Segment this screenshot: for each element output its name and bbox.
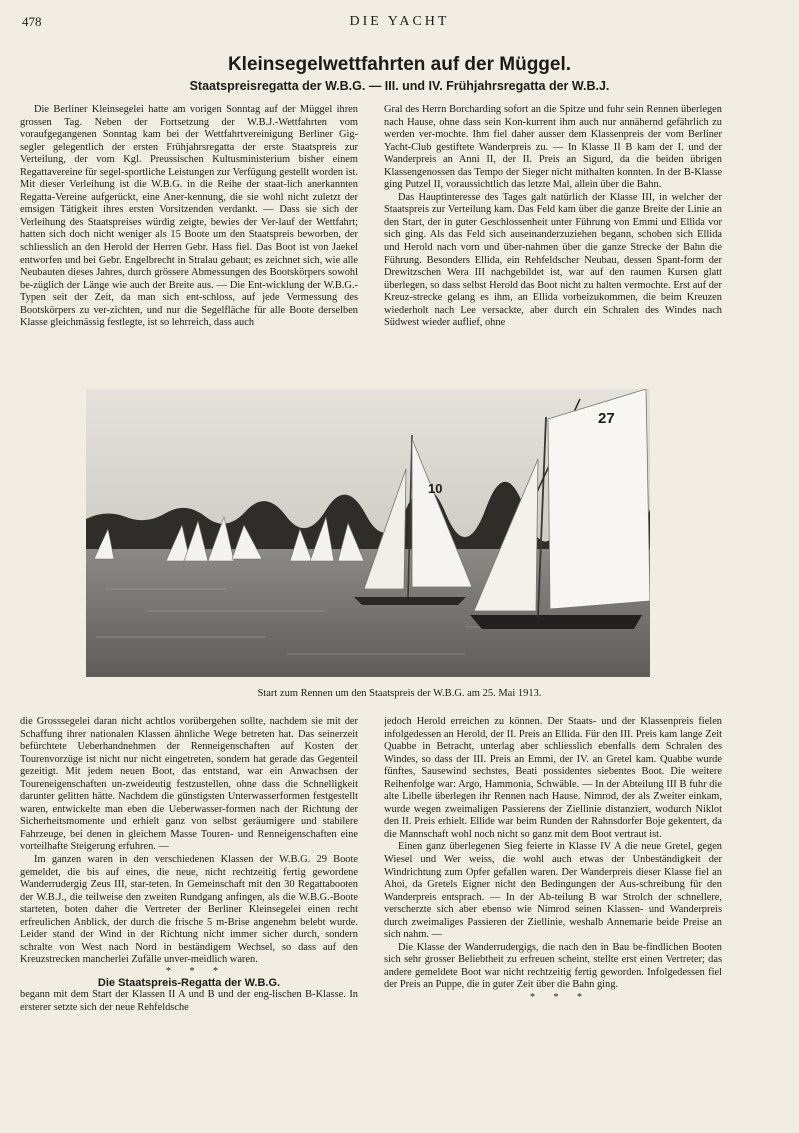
text-column-2 (384, 104, 722, 376)
section-divider-stars: * * * (166, 965, 226, 977)
paragraph: Einen ganz überlegenen Sieg feierte in Klasse IV A die neue Gretel, gegen Wiesel und Wer weiss, die wohl auch etwas der Unbeständigkeit der Windrichtung zum Opfer gefallen waren. Der Wanderpreis dieser Klasse fiel an Ahoi, da Gretels Eigner nicht den Bedingungen der Aus-schreibung für den Wanderpreis entsprach. — In der Ab-teilung B war Strolch der schnellere, verscherzte sich aber ebenso wie Nimrod seinen Klassen- und Wanderpreis durch zweimaliges Passieren der Ziellinie, weshalb Annemarie beide Preise an sich nahm. — (384, 841, 722, 941)
paragraph: Die Berliner Kleinsegelei hatte am vorigen Sonntag auf der Müggel ihren grossen Tag. Neben der Fortsetzung der W.B.J.-Wettfahrten vom voraufgegangenen Sonntag kam bei der Wettfahrtvereinigung Berliner Gig-segler gelegentlich der ersten Frühjahrsregatta der erste Staatspreis zur Verteilung, der vom Kgl. Preussischen Kultusministerium bisher einem Regattavereine für segel-sportliche Leistungen zur Verfügung gestellt worden ist. Mit dieser Verleihung ist die W.B.G. in die Reihe der staat-lich anerkannten Regatta-Vereine aufgerückt, eine Aner-kennung, die sie wohl nicht zuletzt der emsigen Tätigkeit ihres ersten Vorsitzenden verdankt. — Dass sie sich der Verleihung des Staatspreises würdig zeigte, bewies der Ver-lauf der Wettfahrt; hatten sich doch nicht weniger als 15 Boote um den Staatspreis beworben, der schliesslich an den Herold der Herren Gebr. Hass fiel. Das Boot ist von Jaekel entworfen und bei Gebr. Engelbrecht in Stralau gebaut; es zeichnet sich, wie alle Neubauten dieses Jahres, durch grössere Abmessungen des Bootskörpers sowohl be-züglich der Länge wie auch der Breite aus. — Die Ent-wicklung der W.B.G.-Typen seit der Zeit, da man sich ent-schloss, auf jede Vermessung des Bootskörpers zu ver-zichten, und nur die Segelfläche für alle Boote derselben Klasse gleichmässig festlegte, ist so lehrreich, dass auch (20, 104, 358, 329)
text-column-1 (20, 104, 358, 376)
sail-number-27: 27 (598, 410, 615, 427)
page-number: 478 (22, 14, 42, 29)
sail-number-10: 10 (428, 481, 443, 496)
photo-caption: Start zum Rennen um den Staatspreis der W.B.G. am 25. Mai 1913. (257, 688, 542, 699)
paragraph: Gral des Herrn Borcharding sofort an die Spitze und fuhr sein Rennen überlegen nach Hause, ohne dass sein Kon-kurrent ihm auch nur annähernd gefährlich zu werden ver-mochte. Ihm fiel daher ausser dem Klassenpreis der vom Berliner Yacht-Club gestiftete Wanderpreis zu. — In Klasse II B kam der I. und der Wanderpreis an Anni II, der II. Preis an Sigurd, da die beiden übrigen Klassengenossen das Tempo der Sieger nicht mithalten konnten. In der B-Klasse ging Putzel II, voraussichtlich das letzte Mal, allein über die Bahn. (384, 104, 722, 191)
section-heading: Die Staatspreis-Regatta der W.B.G. (97, 976, 281, 989)
regatta-photo (86, 389, 650, 677)
paragraph: Im ganzen waren in den verschiedenen Klassen der W.B.G. 29 Boote gemeldet, die bis auf eines, die neue, nicht rechtzeitig fertig gewordene Wanderrudergig Zeus III, star-teten. In Gemeinschaft mit den 30 Regattabooten der W.B.J., die teilweise den zweiten Rundgang anfingen, als die W.B.G.-Boote starteten, boten daher die Vertreter der Berliner Kleinsegelei einen recht erfreulichen Anblick, der durch die frische 5 m-Brise angenehm belebt wurde. Leider stand der Wind in der Richtung nicht immer sicher durch, sondern schralte von West nach Nord in beständigem Wechsel, so dass auf den Kreuzstrecken mancherlei Zufälle unver-meidlich waren. (20, 854, 358, 966)
paragraph: Das Hauptinteresse des Tages galt natürlich der Klasse III, in welcher der Staatspreis zur Verteilung kam. Das Feld kam über die ganze Breite der Linie an den Start, der in guter Geschlossenheit unter Führung von Emmi und Ellida vor sich ging. Als das Feld sich auseinanderzuziehen begann, schoben sich Ellida und Herold nach vorn und über-nahmen über die ganze Strecke der Bahn die Führung. Besonders Ellida, ein Rehfeldscher Neubau, dessen Spant-form der Drewitzschen Wera III nachgebildet ist, war auf den raumen Kursen glatt überlegen, so dass selbst Herold das Boot nicht zu halten vermochte. Erst auf der Kreuz-strecke gelang es ihm, an Ellida vorbeizukommen, die beim Kreuzen wiederholt nach Lee versackte, aber durch ein Schralen des Windes nach Südwest wieder auflief, ohne (384, 191, 722, 329)
text-column-4 (384, 716, 722, 1054)
paragraph: die Grosssegelei daran nicht achtlos vorübergehen sollte, nachdem sie mit der Schaffung ihrer nationalen Klassen ähnliche Wege betreten hat. Das seinerzeit befürchtete Ueberhandnehmen der Renneigenschaften auf Kosten der Tourenvorzüge ist nicht nur nicht eingetreten, sondern hat gerade das Gegenteil gezeitigt. Mit jedem neuen Boot, das entstand, war ein Anwachsen der Toureneigenschaften un-zweideutig festzustellen, ohne dass die Schnelligkeit darunter gelitten hätte. Nachdem die günstigsten Unterwasserformen festgestellt waren, entwickelte man eben die Ueberwasser-formen nach der Richtung der Sicherheitsmomente und erhielt ganz von selbst geräumigere und stabilere Fahrzeuge, bei denen in gleichem Masse Touren- und Renneigenschaften eine vorteilhafte Steigerung erfuhren. — (20, 716, 358, 853)
article-subtitle: Staatspreisregatta der W.B.G. — III. und IV. Frühjahrsregatta der W.B.J. (189, 79, 610, 93)
running-head: DIE YACHT (349, 14, 450, 29)
paragraph: jedoch Herold erreichen zu können. Der Staats- und der Klassenpreis fielen infolgedessen an Herold, der II. Preis an Ellida. Für den III. Preis kam lange Zeit Quabbe in Betracht, unterlag aber schliesslich ebenfalls dem Schralen des Windes, so dass der III. Preis an Emmi, der IV. an Gretel kam. Quabbe wurde fünftes, Sausewind sechstes, Beati possidentes siebentes Boot. Die weitere Reihenfolge war: Argo, Hammonia, Schwäble. — In der Abteilung III B fuhr die alte Libelle überlegen ihr Rennen nach Hause. Nimrod, der als Zweiter einkam, wurde wegen zweimaligen Passierens der Ziellinie distanziert, wodurch Niklot den II. Preis erhielt. Ellide war beim Runden der Rahnsdorfer Boje gekentert, da die Mannschaft wohl noch nicht so ganz mit dem Boot vertraut ist. (384, 716, 722, 840)
article-title: Kleinsegelwettfahrten auf der Müggel. (227, 54, 572, 75)
text-column-3 (20, 716, 358, 1066)
paragraph: begann mit dem Start der Klassen II A und B und der eng-lischen B-Klasse. In ersterer setzte sich der neue Rehfeldsche (20, 989, 358, 1014)
paragraph: Die Klasse der Wanderrudergigs, die nach den in Bau be-findlichen Booten sich sehr grosser Beliebtheit zu erfreuen scheint, stellte erst einen Vertreter; das andere gemeldete Boot war nicht rechtzeitig fertig geworden. Infolgedessen fiel der Preis an Puppe, die in guter Zeit über die Bahn ging. (384, 941, 722, 991)
end-stars: * * * (530, 992, 590, 1004)
